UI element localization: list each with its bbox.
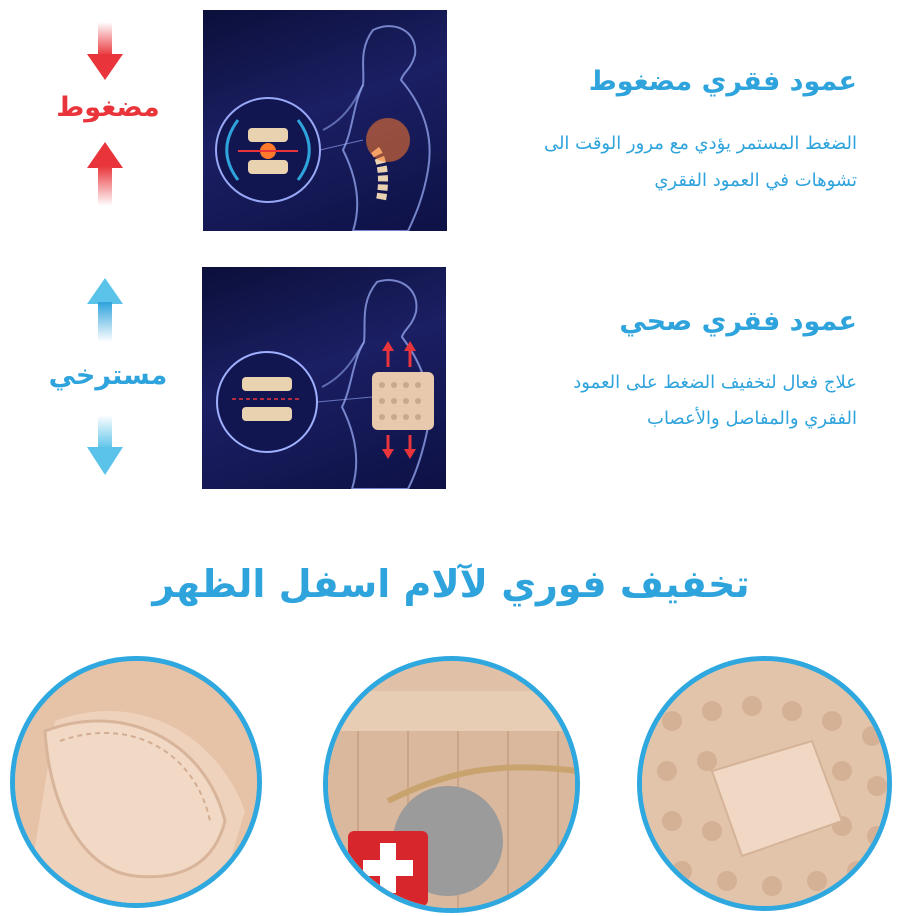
compressed-label: مضغوط: [56, 92, 160, 123]
healthy-spine-illustration: [202, 267, 446, 489]
healthy-spine-description-line1: علاج فعال لتخفيف الضغط على العمود: [573, 372, 857, 393]
belt-velcro-closeup-image: [10, 656, 262, 908]
healthy-spine-title: عمود فقري صحي: [619, 306, 857, 337]
belt-air-columns-closeup-image: [637, 656, 892, 911]
compressed-spine-illustration: [203, 10, 447, 231]
arrow-up-icon: [85, 278, 125, 342]
arrow-down-icon: [85, 415, 125, 477]
arrow-down-icon: [85, 22, 125, 82]
main-headline: تخفيف فوري لآلام اسفل الظهر: [152, 562, 750, 606]
relaxed-label: مسترخي: [48, 360, 168, 391]
belt-pump-valve-closeup-image: [323, 656, 580, 913]
compressed-spine-title: عمود فقري مضغوط: [588, 66, 857, 97]
arrow-up-icon: [85, 142, 125, 206]
compressed-spine-description-line1: الضغط المستمر يؤدي مع مرور الوقت الى: [543, 133, 857, 154]
healthy-spine-description-line2: الفقري والمفاصل والأعصاب: [647, 408, 857, 429]
compressed-spine-description-line2: تشوهات في العمود الفقري: [654, 170, 857, 191]
